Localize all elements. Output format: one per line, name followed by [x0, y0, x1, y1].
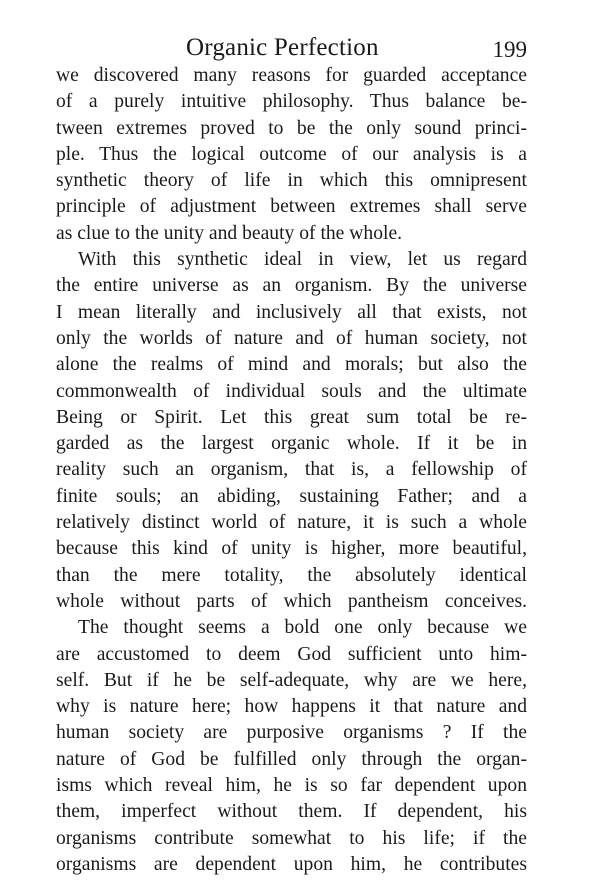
text-line: tween extremes proved to be the only sound princi-	[56, 117, 527, 139]
text-line: are accustomed to deem God sufficient unto him-	[56, 643, 527, 665]
page-header	[56, 33, 527, 63]
text-line: them, imperfect without them. If dependent, his	[56, 801, 527, 823]
text-line: reality such an organism, that is, a fellowship of	[56, 459, 527, 481]
text-line: relatively distinct world of nature, it is such a whole	[56, 512, 527, 534]
text-line: The thought seems a bold one only because we	[78, 617, 527, 639]
page-number: 199	[492, 37, 527, 62]
text-line: principle of adjustment between extremes shall serve	[56, 196, 527, 218]
text-line: I mean literally and inclusively all that exists, not	[56, 301, 527, 323]
text-line: finite souls; an abiding, sustaining Father; and a	[56, 485, 527, 507]
text-line: than the mere totality, the absolutely identical	[56, 564, 527, 586]
text-line: organisms are dependent upon him, he contributes	[56, 853, 527, 875]
text-line: alone the realms of mind and morals; but also the	[56, 354, 527, 376]
text-line: self. But if he be self-adequate, why are we here,	[56, 669, 527, 691]
text-line: whole without parts of which pantheism conceives.	[56, 590, 527, 612]
text-line: as clue to the unity and beauty of the whole.	[56, 222, 403, 244]
text-line: organisms contribute somewhat to his life; if the	[56, 827, 527, 849]
running-title: Organic Perfection	[186, 34, 379, 61]
text-line: because this kind of unity is higher, more beautiful,	[56, 538, 527, 560]
text-line: why is nature here; how happens it that nature and	[56, 696, 527, 718]
text-line: only the worlds of nature and of human society, not	[56, 327, 527, 349]
text-line: Being or Spirit. Let this great sum total be re-	[56, 406, 527, 428]
text-line: With this synthetic ideal in view, let us regard	[78, 249, 527, 271]
text-line: human society are purposive organisms ? If the	[56, 722, 527, 744]
text-line: nature of God be fulfilled only through the organ-	[56, 748, 527, 770]
text-line: the entire universe as an organism. By the universe	[56, 275, 527, 297]
text-line: of a purely intuitive philosophy. Thus balance be-	[56, 91, 527, 113]
text-line: ple. Thus the logical outcome of our analysis is a	[56, 143, 527, 165]
text-line: isms which reveal him, he is so far dependent upon	[56, 775, 527, 797]
body-text	[56, 63, 527, 878]
text-line: synthetic theory of life in which this omnipresent	[56, 170, 527, 192]
text-line: commonwealth of individual souls and the ultimate	[56, 380, 527, 402]
text-line: we discovered many reasons for guarded acceptance	[56, 65, 527, 86]
text-line: garded as the largest organic whole. If it be in	[56, 433, 527, 455]
